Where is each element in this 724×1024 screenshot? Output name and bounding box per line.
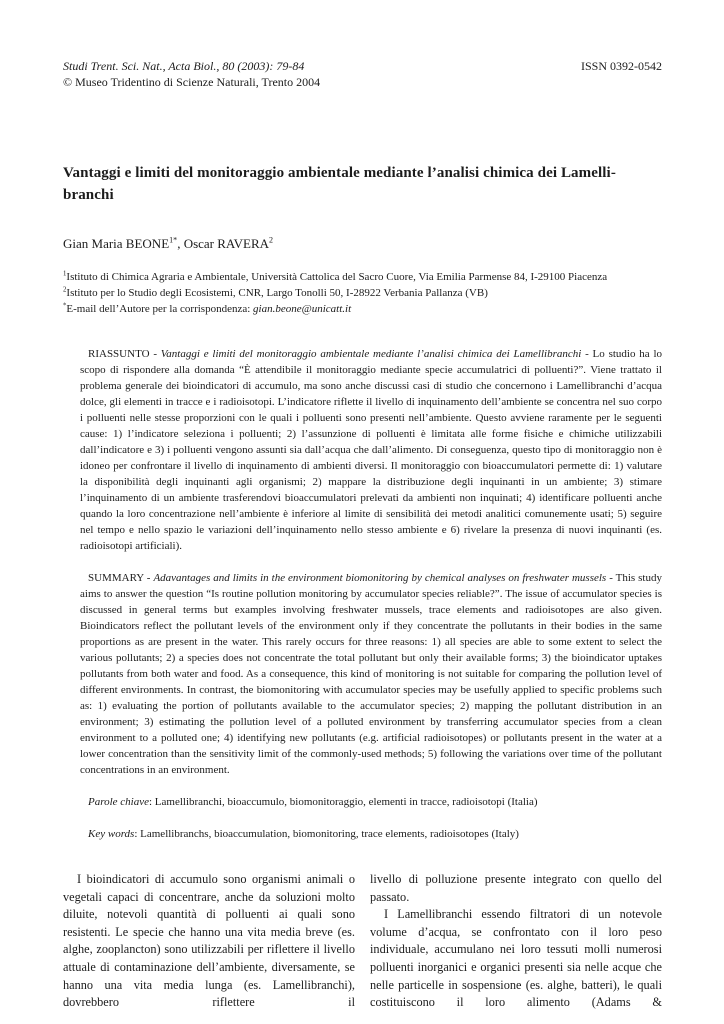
summary-body: - This study aims to answer the question “Is routine pollution monitoring by accumulator species reliable?”. The issue of accumulator species is discussed in general terms but examples involving freshwater mussels, trace elements and radioisotopes are also given. Bioindicators reflect the pollutant levels of the environment only if they concentrate the pollutants in their bodies in the same proportions as are present in the water. This rarely occurs for three reasons: 1) all species are able to some extent to select the various pollutants; 2) a species does not concentrate the total pollutant but only their available forms; 3) the bioindicator uptakes pollutants from both water and food. As a consequence, this kind of monitoring is not suitable for comparing the pollution level of different environments. In contrast, the biomonitoring with accumulator species may be usefully applied to specific problems such as: 1) evaluating the portion of pollutants available to the accumulator species; 2) mapping the pollutant distribution in an environment; 3) estimating the pollution level of a polluted environment by transferring accumulator species from a clean environment to a polluted one; 4) identifying new pollutants (e.g. artificial radioisotopes) or pollutants present in the water at a lower concentration than the sensitivity limit of the commonly-used methods; 5) following the variations over time of the pollutant concentrations in an environment.: [80, 572, 662, 776]
abstract-section: [80, 346, 662, 842]
issn: ISSN 0392-0542: [580, 59, 662, 73]
author-1-affiliation-mark: 1*: [169, 235, 178, 245]
author-1: Gian Maria BEONE: [63, 236, 170, 251]
summary-paper-title: Adavantages and limits in the environment biomonitoring by chemical analyses on freshwater mussels: [153, 572, 607, 584]
keywords-english-text: : Lamellibranchs, bioaccumulation, biomonitoring, trace elements, radioisotopes (Italy): [134, 828, 519, 840]
body-paragraph-1: I bioindicatori di accumulo sono organismi animali o vegetali capaci di concentrare, anche da soluzioni molto diluite, notevoli quantità di polluenti ai quali sono resistenti. Le specie che hanno una vita media breve (es. alghe, zooplancton) sono utilizzabili per riflettere il livello attuale di contaminazione dell’ambiente, diversamente, se hanno una vita media lunga (es. Lamellibranchi), dovrebbero riflettere il: [63, 872, 355, 1010]
abstract-paper-title: Vantaggi e limiti del monitoraggio ambientale mediante l’analisi chimica dei Lamellibranchi: [160, 348, 582, 360]
authors-line: [63, 236, 662, 252]
keywords-english-label: Key words: [88, 828, 135, 840]
abstract-label: RIASSUNTO -: [88, 348, 161, 360]
author-2-affiliation-mark: 2: [269, 235, 274, 245]
affiliation-2-mark: 2: [63, 286, 67, 294]
affiliation-2: [63, 285, 662, 301]
page-header: [63, 58, 662, 90]
keywords-block: [80, 794, 662, 842]
abstract-english: [80, 570, 662, 778]
correspondence-mark: *: [63, 302, 67, 310]
abstract-body: - Lo studio ha lo scopo di rispondere alla domanda “È attendibile il monitoraggio mediante specie accumulatrici di polluenti?”. Viene trattato il problema generale dei bioindicatori di accumulo, ma sono anche discussi casi di studio che concernono i Lamellibranchi d’acqua dolce, gli elementi in tracce e i radioisotopi. L’indicatore riflette il livello di inquinamento dell’ambiente se concentra nel suo corpo i polluenti nelle stesse proporzioni con le quali i polluenti sono presenti nell’ambiente. Questo avviene raramente per le seguenti cause: 1) l’indicatore seleziona i polluenti; 2) l’assunzione di polluenti è limitata alle forme fisiche e chimiche utilizzabili dall’indicatore e 3) i polluenti vengono assunti sia dall’acqua che dall’alimento. Di conseguenza, questo tipo di monitoraggio non è idoneo per confrontare il livello di inquinamento di ambienti diversi. Il monitoraggio con bioaccumulatori permette di: 1) valutare la disponibilità degli inquinanti agli organismi; 2) mappare la distribuzione degli inquinanti in un ambiente; 3) stimare l’inquinamento di un ambiente trasferendovi bioaccumulatori prelevati da ambienti non inquinati; 4) identificare polluenti anche quando la loro concentrazione nell’ambiente è inferiore al limite di sensibilità dei metodi analitici comunemente usati; 5) seguire nel tempo e nello spazio le variazioni dell’inquinamento nello stesso ambiente e 6) rivelare la presenza di nuovi inquinanti (es. radioisotopi artificiali).: [80, 348, 662, 552]
abstract-italian: [80, 346, 662, 554]
keywords-italian-text: : Lamellibranchi, bioaccumulo, biomonitoraggio, elementi in tracce, radioisotopi (Italia): [148, 796, 538, 808]
copyright-line: © Museo Tridentino di Scienze Naturali, Trento 2004: [63, 75, 321, 89]
column-right: [370, 871, 662, 1012]
authors-separator: ,: [177, 236, 184, 251]
affiliations-block: [63, 269, 662, 317]
correspondence-email: gian.beone@unicatt.it: [253, 303, 352, 315]
keywords-english: [80, 826, 662, 842]
column-left: [63, 871, 355, 1012]
affiliation-1: [63, 269, 662, 285]
correspondence-text: E-mail dell’Autore per la corrispondenza:: [66, 303, 254, 315]
correspondence-note: [63, 301, 662, 317]
keywords-italian: [80, 794, 662, 810]
body-paragraph-1-continuation: livello di polluzione presente integrato con quello del passato.: [370, 872, 662, 904]
journal-reference: Studi Trent. Sci. Nat., Acta Biol., 80 (2003): 79-84: [63, 59, 305, 73]
affiliation-1-mark: 1: [63, 270, 67, 278]
body-paragraph-2: I Lamellibranchi essendo filtratori di un notevole volume d’acqua, se confrontato con il loro peso individuale, accumulano nei loro tessuti molli numerosi polluenti inorganici e organici presenti sia nelle acque che nelle particelle in sospensione (es. alghe, batteri), le quali costituiscono il loro alimento (Adams &: [370, 907, 662, 1010]
affiliation-2-text: Istituto per lo Studio degli Ecosistemi, CNR, Largo Tonolli 50, I-28922 Verbania Pallanza (VB): [66, 287, 488, 299]
keywords-italian-label: Parole chiave: [88, 796, 149, 808]
affiliation-1-text: Istituto di Chimica Agraria e Ambientale, Università Cattolica del Sacro Cuore, Via Emilia Parmense 84, I-29100 Piacenza: [66, 271, 608, 283]
body-columns: [63, 871, 662, 1012]
paper-title: [63, 162, 662, 206]
summary-label: SUMMARY -: [88, 572, 154, 584]
title-line-1: Vantaggi e limiti del monitoraggio ambientale mediante l’analisi chimica dei Lamelli-: [63, 165, 616, 181]
title-line-2: branchi: [63, 187, 114, 203]
author-2: Oscar RAVERA: [183, 236, 270, 251]
